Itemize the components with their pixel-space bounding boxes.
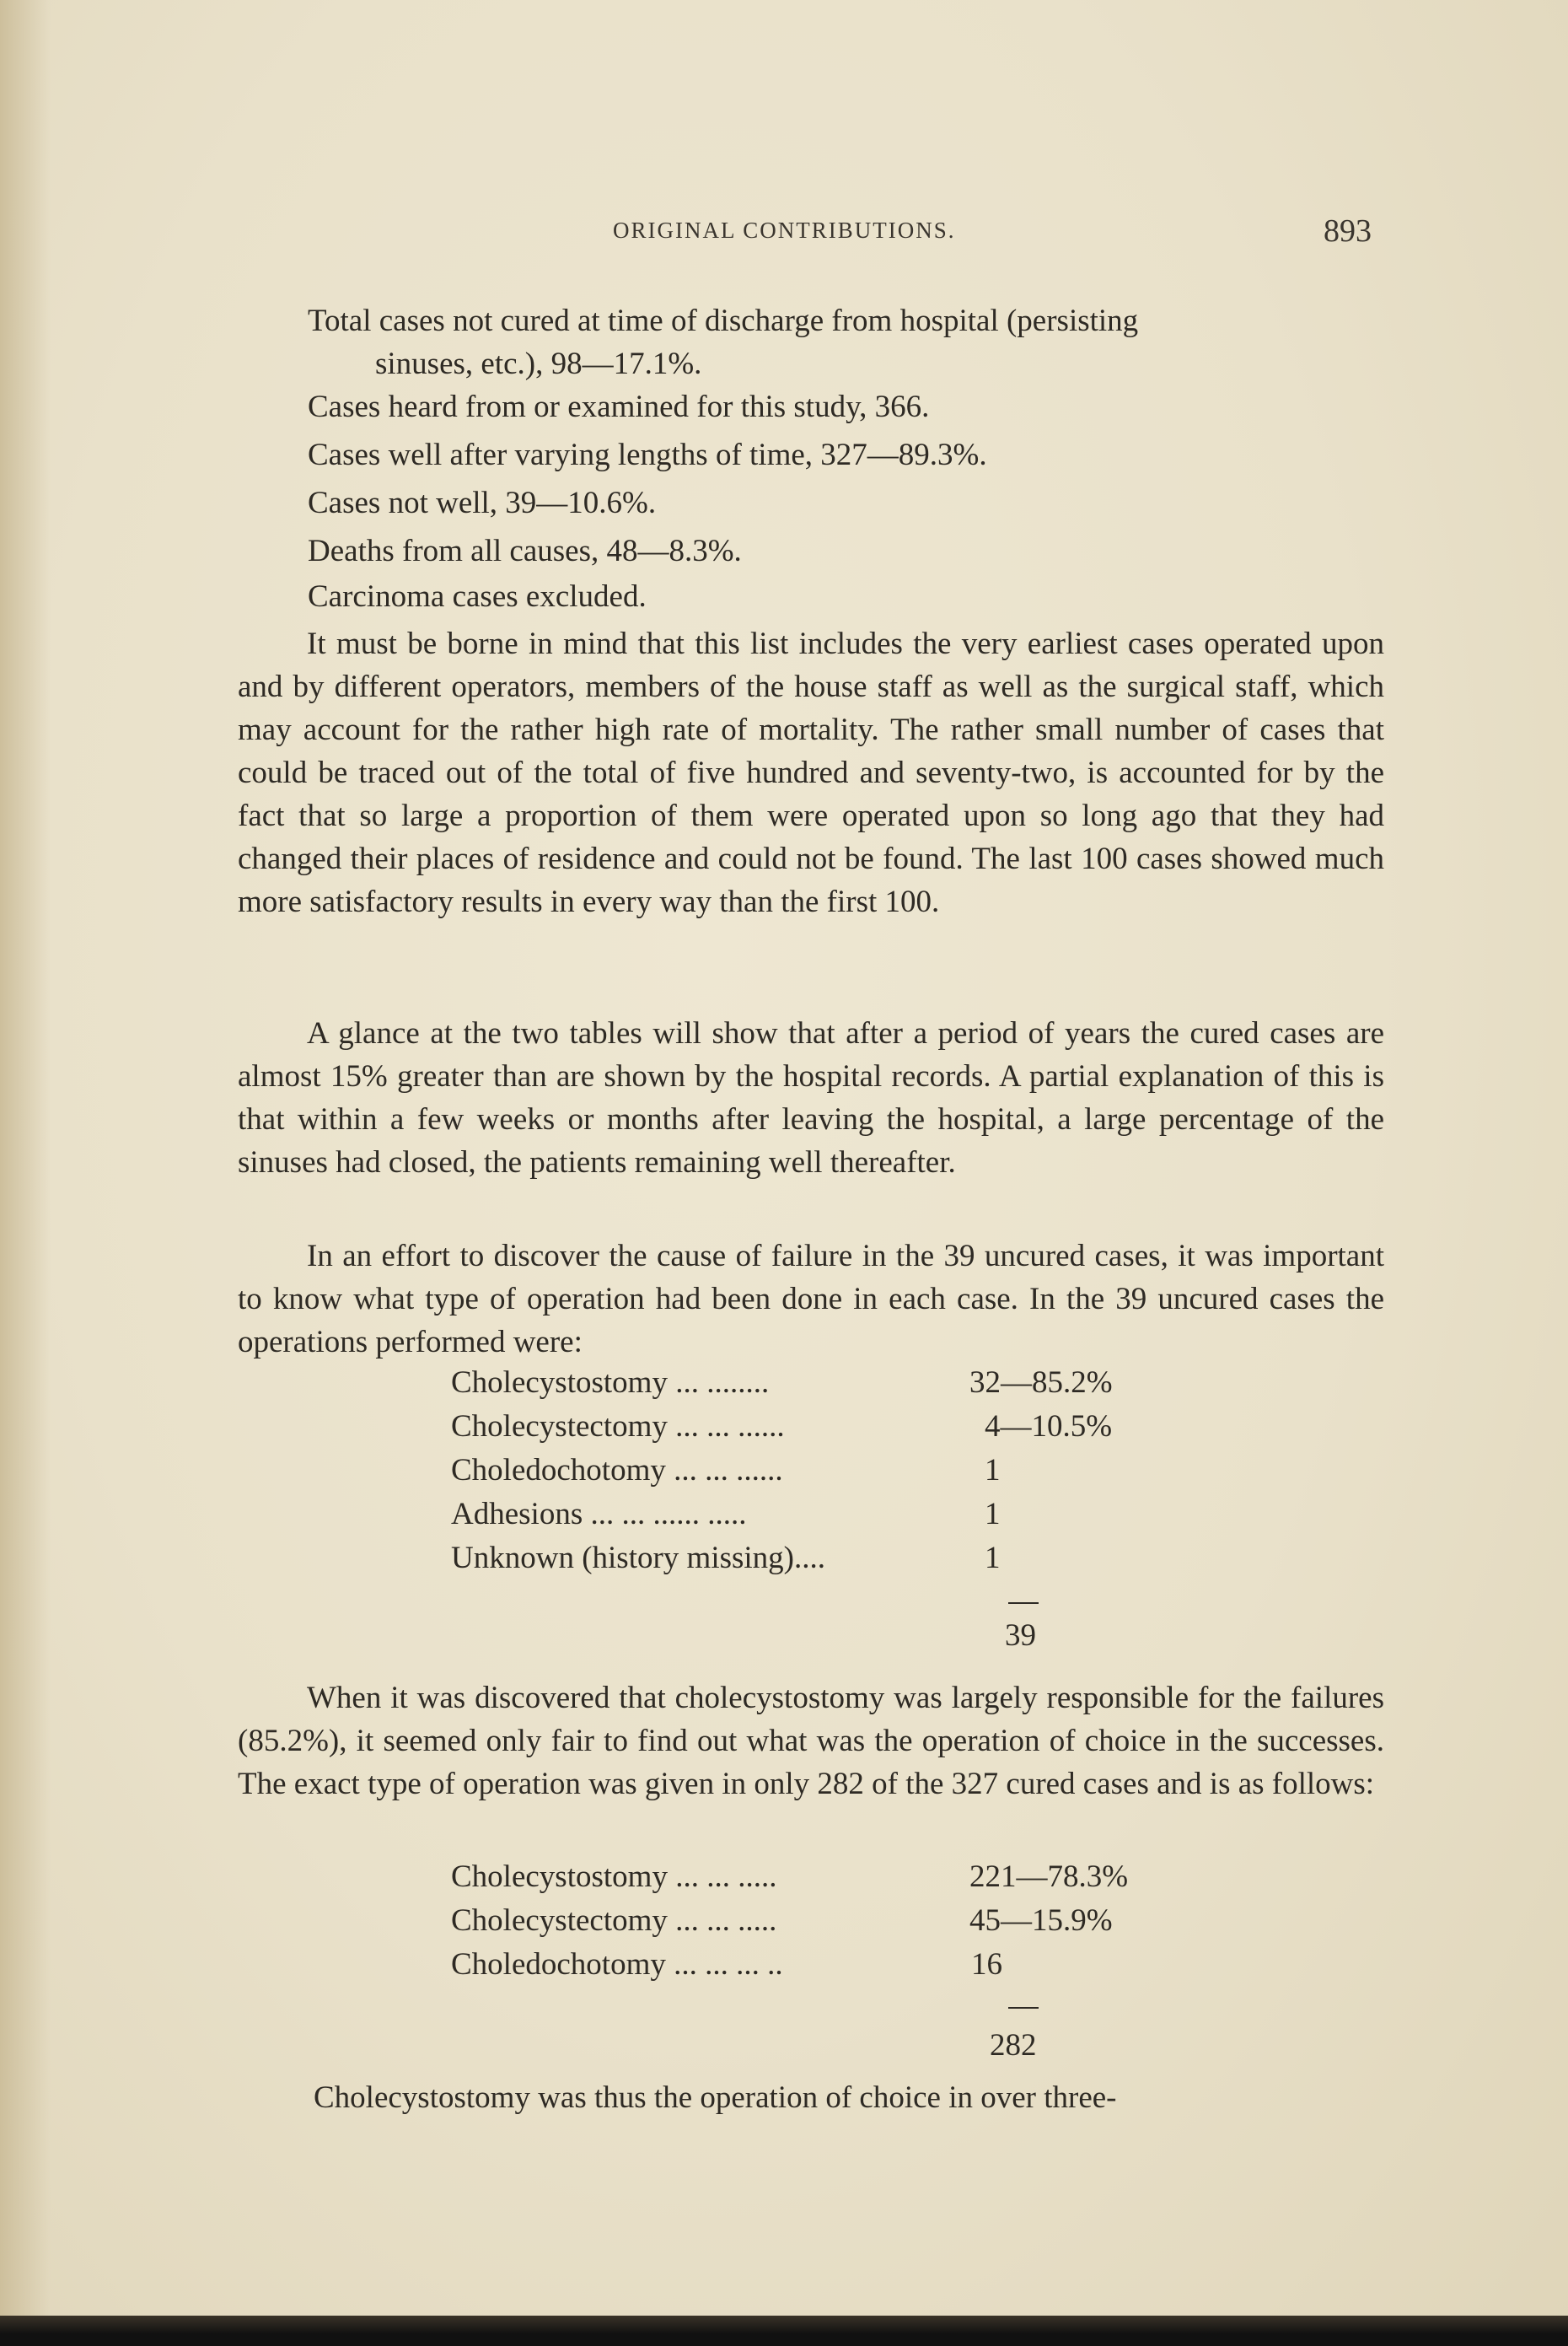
- table-row: [451, 1855, 1190, 1899]
- paragraph-uncured-cases: In an effort to discover the cause of failure in the 39 uncured cases, it was important to know what type of operation had been done in each case. In the 39 uncured cases the operations performed were:: [238, 1239, 1384, 1359]
- operation-label: Adhesions ... ... ...... .....: [451, 1497, 747, 1531]
- operation-count: 1: [985, 1453, 1001, 1488]
- table-row: [451, 1449, 1204, 1493]
- operation-label: Choledochotomy ... ... ... ..: [451, 1947, 783, 1982]
- running-head: ORIGINAL CONTRIBUTIONS.: [613, 218, 956, 243]
- paragraph-conclusion-start: Cholecystostomy was thus the operation of choice in over three-: [314, 2080, 1117, 2115]
- table-row: [451, 1405, 1204, 1449]
- page-bottom-edge: [0, 2316, 1568, 2346]
- operation-label: Cholecystostomy ... ........: [451, 1365, 770, 1400]
- stat-line-not-well: Cases not well, 39—10.6%.: [308, 486, 657, 520]
- page-gutter-shadow: [0, 0, 51, 2346]
- table-row: [451, 1943, 1190, 1987]
- stat-line-carcinoma: Carcinoma cases excluded.: [308, 579, 647, 614]
- operation-label: Unknown (history missing)....: [451, 1541, 825, 1575]
- stat-line-not-cured-cont: sinuses, etc.), 98—17.1%.: [375, 347, 702, 381]
- paragraph-two-tables: A glance at the two tables will show that after a period of years the cured cases are almost 15% greater than are shown by the hospital records. A partial explanation of this is that within a few weeks or months after leaving the hospital, a large percentage of the sinuses had closed, the patients remaining well thereafter.: [238, 1016, 1384, 1180]
- operation-count: 16: [971, 1947, 1002, 1982]
- operation-label: Cholecystectomy ... ... .....: [451, 1903, 777, 1938]
- operation-label: Choledochotomy ... ... ......: [451, 1453, 783, 1488]
- operation-count: 32—85.2%: [969, 1365, 1113, 1400]
- stat-line-deaths: Deaths from all causes, 48—8.3%.: [308, 534, 742, 568]
- operation-count: 1: [985, 1541, 1001, 1575]
- operation-count: 1: [985, 1497, 1001, 1531]
- stat-line-heard-from: Cases heard from or examined for this study, 366.: [308, 390, 930, 424]
- operation-count: 4—10.5%: [985, 1409, 1113, 1444]
- stat-line-not-cured: Total cases not cured at time of discharge from hospital (persisting: [308, 304, 1139, 338]
- stat-line-cases-well: Cases well after varying lengths of time, 327—89.3%.: [308, 438, 987, 472]
- operation-count: 221—78.3%: [969, 1859, 1129, 1894]
- table-row: [451, 1361, 1204, 1405]
- table-row: [451, 1493, 1204, 1536]
- paragraph-cured-cases: When it was discovered that cholecystostomy was largely responsible for the failures (85.2%), it seemed only fair to find out what was the operation of choice in the successes. The exact type of operation was given in only 282 of the 327 cured cases and is as follows:: [238, 1681, 1384, 1801]
- operation-count: 45—15.9%: [969, 1903, 1113, 1938]
- page-number: 893: [1324, 213, 1372, 249]
- sum-rule: [1008, 2007, 1039, 2009]
- operation-label: Cholecystostomy ... ... .....: [451, 1859, 777, 1894]
- table-row: [451, 1536, 1204, 1580]
- sum-rule: [1008, 1602, 1039, 1604]
- table-uncured-operations: [451, 1361, 1204, 1580]
- table-cured-operations: [451, 1855, 1190, 1987]
- operation-label: Cholecystectomy ... ... ......: [451, 1409, 785, 1444]
- paragraph-earliest-cases: It must be borne in mind that this list includes the very earliest cases operated upon and by different operators, members of the house staff as well as the surgical staff, which may account for the rather high rate of mortality. The rather small number of cases that could be traced out of the total of five hundred and seventy-two, is accounted for by the fact that so large a proportion of them were operated upon so long ago that they had changed their places of residence and could not be found. The last 100 cases showed much more satisfactory results in every way than the first 100.: [238, 627, 1384, 919]
- table-total: 282: [990, 2028, 1037, 2063]
- table-total: 39: [1005, 1618, 1036, 1653]
- table-row: [451, 1899, 1190, 1943]
